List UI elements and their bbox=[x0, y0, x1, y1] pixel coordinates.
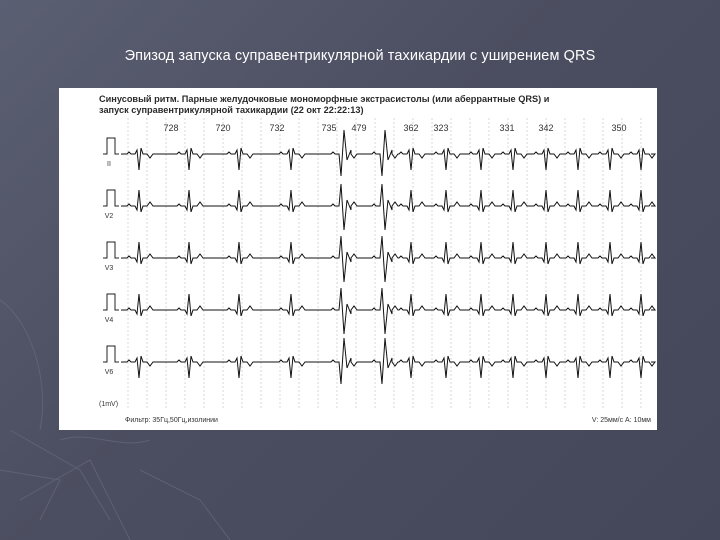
lead-label: V3 bbox=[104, 265, 114, 272]
ecg-header-line-2: запуск суправентрикулярной тахикардии (22 окт 22:22:13) bbox=[99, 105, 364, 115]
rr-interval-label: 342 bbox=[538, 123, 554, 133]
lead-label: II bbox=[107, 161, 111, 168]
ecg-lead-trace bbox=[121, 184, 655, 230]
rr-interval-label: 331 bbox=[499, 123, 515, 133]
speed-amplitude-info: V: 25мм/с A: 10мм bbox=[591, 417, 651, 424]
ecg-lead-trace bbox=[121, 288, 655, 334]
calibration-pulse bbox=[103, 242, 119, 258]
calibration-pulse bbox=[103, 294, 119, 310]
lead-label: V6 bbox=[104, 369, 114, 376]
slide-title: Эпизод запуска суправентрикулярной тахикардии с уширением QRS bbox=[124, 48, 596, 64]
ecg-lead-trace bbox=[121, 338, 655, 384]
rr-interval-label: 720 bbox=[215, 123, 231, 133]
ecg-header-line-1: Синусовый ритм. Парные желудочковые мономорфные экстрасистолы (или аберрантные QRS) и bbox=[99, 94, 550, 104]
ecg-tracing bbox=[59, 88, 657, 430]
calibration-unit-label: (1mV) bbox=[99, 401, 119, 408]
filter-info: Фильтр: 35Гц,50Гц,изолинии bbox=[125, 417, 218, 424]
rr-interval-label: 735 bbox=[321, 123, 337, 133]
calibration-pulse bbox=[103, 346, 119, 362]
lead-label: V4 bbox=[104, 317, 114, 324]
rr-interval-label: 350 bbox=[611, 123, 627, 133]
rr-interval-label: 732 bbox=[269, 123, 285, 133]
lead-label: V2 bbox=[104, 213, 114, 220]
rr-interval-label: 362 bbox=[403, 123, 419, 133]
ecg-figure bbox=[59, 88, 657, 430]
calibration-pulse bbox=[103, 190, 119, 206]
calibration-pulse bbox=[103, 138, 119, 154]
ecg-lead-trace bbox=[121, 236, 655, 282]
rr-interval-label: 728 bbox=[163, 123, 179, 133]
rr-interval-label: 323 bbox=[433, 123, 449, 133]
ecg-lead-trace bbox=[121, 130, 655, 176]
rr-interval-label: 479 bbox=[351, 123, 367, 133]
